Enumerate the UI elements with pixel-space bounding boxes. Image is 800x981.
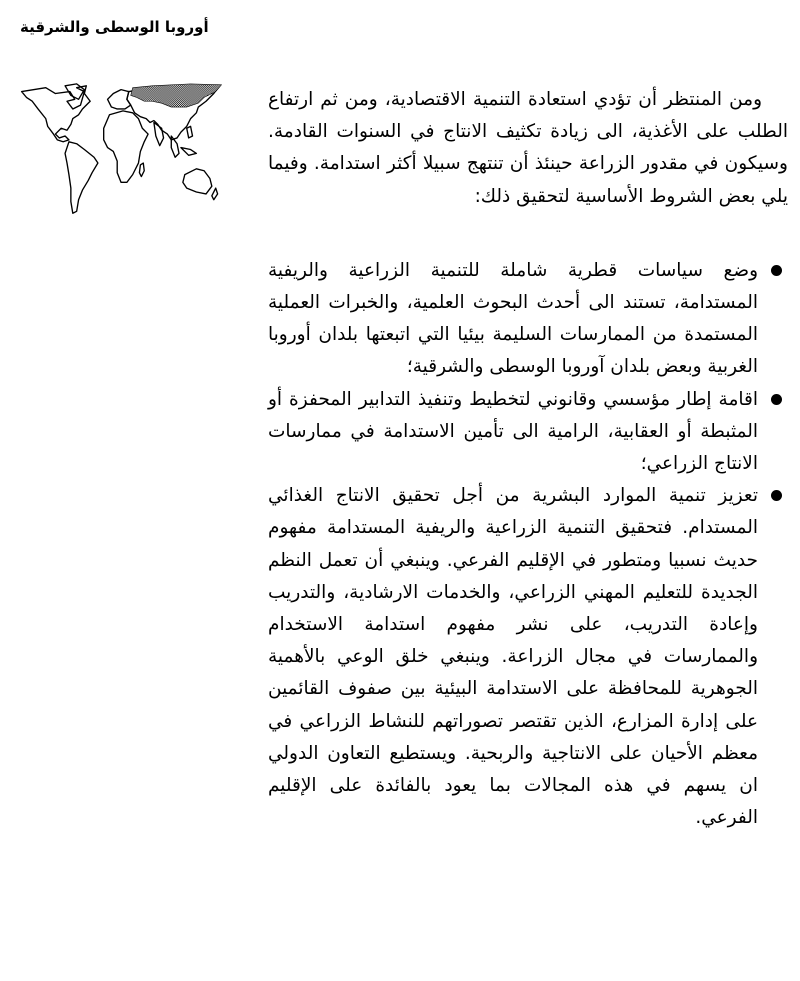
list-item-text: تعزيز تنمية الموارد البشرية من أجل تحقيق الانتاج الغذائي المستدام. فتحقيق التنمية الزراعية والريفية المستدامة مفهوم حديث نسبيا ومتطور في الإقليم الفرعي. وينبغي أن تعمل النظم الجديدة للتعليم المهني الزراعي، والخدمات الارشادية، والتدريب وإعادة التدريب، على نشر مفهوم استدامة الاستخدام والممارسات في مجال الزراعة. وينبغي خلق الوعي بالأهمية الجوهرية للمحافظة على الاستدامة البيئية بين صفوف القائمين على إدارة المزارع، الذين تقتصر تصوراتهم للنشاط الزراعي في معظم الأحيان على الانتاجية والربحية. ويستطيع التعاون الدولي ان يسهم في هذه المجالات بما يعود بالفائدة على الإقليم الفرعي.: [268, 485, 758, 829]
list-item-text: وضع سياسات قطرية شاملة للتنمية الزراعية والريفية المستدامة، تستند الى أحدث البحوث العلمية، والخبرات العملية المستمدة من الممارسات السليمة بيئيا التي اتبعتها بلدان أوروبا الغربية وبعض بلدان آوروبا الوسطى والشرقية؛: [268, 259, 758, 378]
intro-paragraph: ومن المنتظر أن تؤدي استعادة التنمية الاقتصادية، ومن ثم ارتفاع الطلب على الأغذية، الى زيادة تكثيف الانتاج في السنوات القادمة. وسيكون في مقدور الزراعة حينئذ أن تنتهج سبيلا أكثر استدامة. وفيما يلي بعض الشروط الأساسية لتحقيق ذلك:: [268, 89, 788, 207]
bullet-icon: [771, 265, 782, 276]
australia-outline: [183, 169, 212, 194]
bullet-icon: [771, 490, 782, 501]
conditions-list: [268, 255, 788, 835]
south-america-outline: [65, 142, 98, 213]
india-outline: [154, 122, 164, 145]
southeast-asia-outline: [171, 126, 196, 157]
new-zealand-outline: [212, 188, 218, 200]
list-item-text: اقامة إطار مؤسسي وقانوني لتخطيط وتنفيذ التدابير المحفزة أو المثبطة أو العقابية، الرامية الى تأمين الاستدامة في ممارسات الانتاج الزراعي؛: [268, 388, 758, 475]
body-text-column: [268, 84, 788, 834]
africa-outline: [104, 111, 148, 182]
list-item: [268, 255, 788, 384]
page-title: أوروبا الوسطى والشرقية: [20, 18, 209, 36]
world-map-icon: [14, 80, 232, 220]
highlighted-region: [131, 84, 222, 107]
world-map-figure: [14, 80, 232, 220]
list-item: [268, 480, 788, 834]
list-item: [268, 384, 788, 481]
north-america-outline: [22, 86, 91, 142]
bullet-icon: [771, 394, 782, 405]
madagascar-outline: [139, 163, 144, 177]
